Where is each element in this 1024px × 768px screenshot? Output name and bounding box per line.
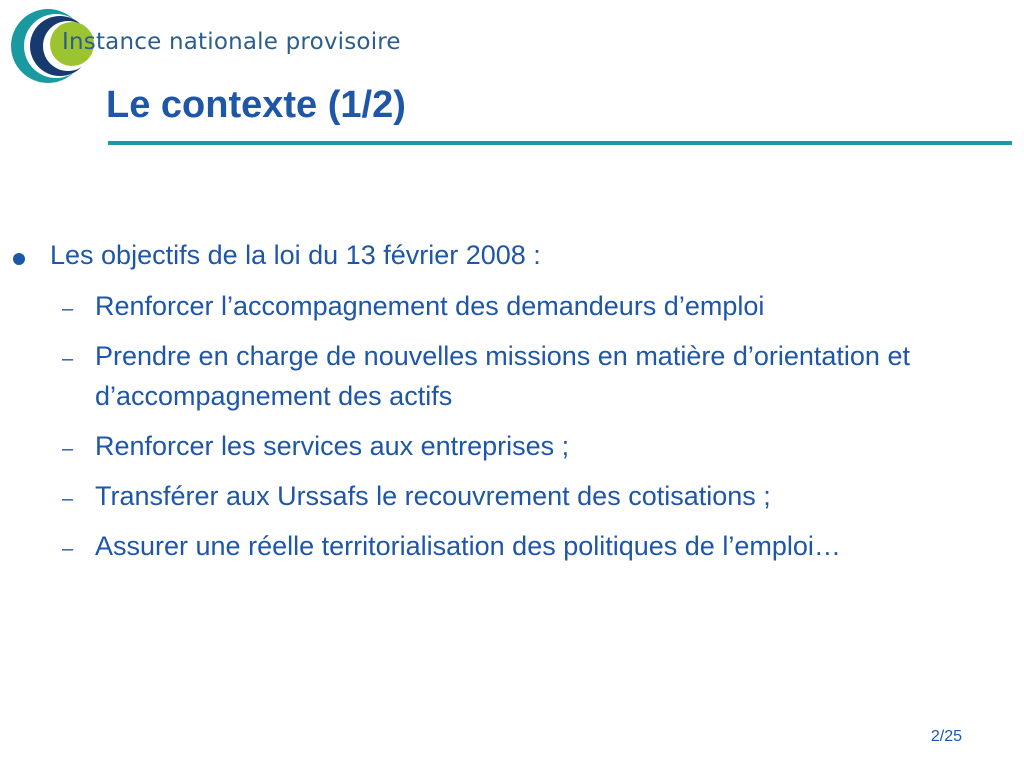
dash-icon: – <box>62 538 74 560</box>
brand-name: Instance nationale provisoire <box>62 29 401 55</box>
dash-icon: – <box>62 298 74 320</box>
sub-item: Transférer aux Urssafs le recouvrement des cotisations ; <box>95 481 771 511</box>
sub-item: Assurer une réelle territorialisation des politiques de l’emploi… <box>95 531 841 561</box>
dash-icon: – <box>62 438 74 460</box>
sub-item: Prendre en charge de nouvelles missions en matière d’orientation et d’accompagnement des actifs <box>95 341 910 411</box>
sub-item: Renforcer les services aux entreprises ; <box>95 431 570 461</box>
sub-item: Renforcer l’accompagnement des demandeurs d’emploi <box>95 291 765 321</box>
bullet-text: Les objectifs de la loi du 13 février 2008 : <box>50 240 541 270</box>
dash-icon: – <box>62 488 74 510</box>
dash-icon: – <box>62 348 74 370</box>
bullet-dot-icon <box>13 253 25 265</box>
page-number: 2/25 <box>930 728 962 745</box>
slide-title: Le contexte (1/2) <box>106 84 406 126</box>
